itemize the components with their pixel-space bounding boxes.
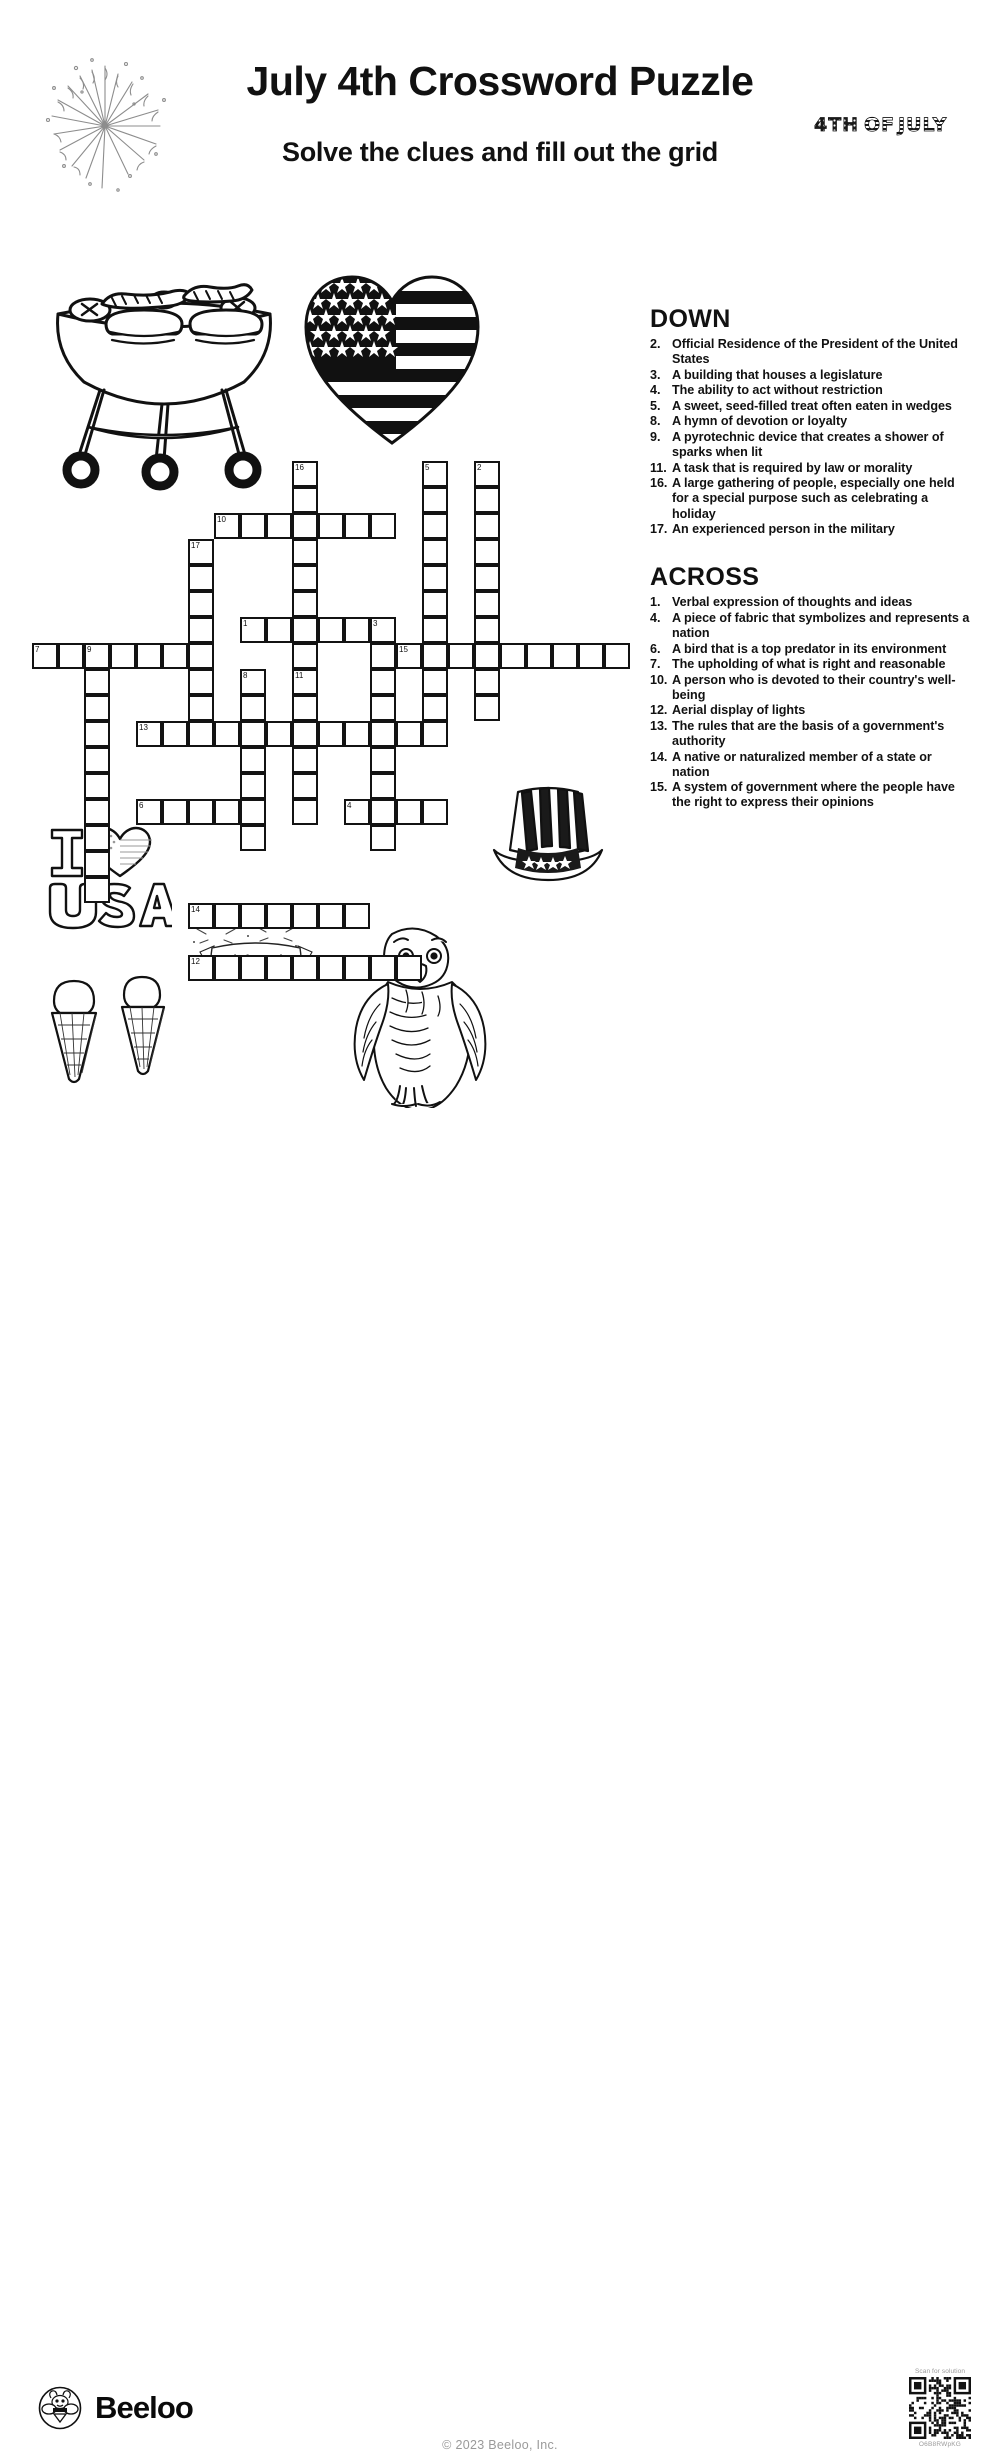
crossword-clue-number: 5 — [425, 463, 430, 472]
across-clue-1 — [650, 595, 970, 610]
clues-panel — [650, 305, 970, 811]
clue-text: A pyrotechnic device that creates a shower of sparks when lit — [672, 430, 944, 460]
crossword-clue-number: 14 — [191, 905, 200, 914]
crossword-cell[interactable] — [396, 643, 422, 669]
crossword-cell[interactable] — [578, 643, 604, 669]
crossword-cell[interactable] — [214, 903, 240, 929]
crossword-cell[interactable] — [344, 903, 370, 929]
crossword-cell[interactable] — [240, 747, 266, 773]
crossword-cell[interactable] — [188, 799, 214, 825]
crossword-cell[interactable] — [292, 903, 318, 929]
crossword-cell[interactable] — [214, 955, 240, 981]
clue-number: 2. — [650, 337, 661, 351]
crossword-cell[interactable] — [84, 669, 110, 695]
crossword-cell[interactable] — [240, 799, 266, 825]
ice-cream-cones-illustration — [28, 965, 188, 1100]
crossword-cell[interactable] — [240, 773, 266, 799]
crossword-cell[interactable] — [422, 799, 448, 825]
qr-id-text: O6B8RWpKG — [918, 2441, 962, 2448]
clue-text: A native or naturalized member of a state or nation — [672, 749, 932, 779]
down-clue-3 — [650, 368, 970, 383]
down-clue-2 — [650, 337, 970, 367]
crossword-cell[interactable] — [292, 487, 318, 513]
across-clue-10 — [650, 673, 970, 703]
crossword-cell[interactable] — [370, 695, 396, 721]
crossword-cell[interactable] — [344, 513, 370, 539]
crossword-cell[interactable] — [266, 955, 292, 981]
clue-text: A task that is required by law or morality — [672, 460, 913, 475]
crossword-cell[interactable] — [292, 669, 318, 695]
crossword-cell[interactable] — [240, 669, 266, 695]
down-clue-17 — [650, 522, 970, 537]
crossword-cell[interactable] — [136, 643, 162, 669]
crossword-cell[interactable] — [162, 643, 188, 669]
across-clue-6 — [650, 642, 970, 657]
crossword-cell[interactable] — [474, 461, 500, 487]
crossword-clue-number: 16 — [295, 463, 304, 472]
crossword-cell[interactable] — [448, 643, 474, 669]
clue-number: 3. — [650, 367, 661, 382]
clue-number: 4. — [650, 383, 661, 398]
crossword-cell[interactable] — [370, 825, 396, 851]
across-clue-list — [650, 595, 970, 810]
clue-text: A system of government where the people have the right to express their opinions — [672, 780, 955, 810]
crossword-cell[interactable] — [266, 903, 292, 929]
crossword-cell[interactable] — [318, 721, 344, 747]
clue-number: 16. — [650, 476, 668, 491]
crossword-cell[interactable] — [240, 825, 266, 851]
crossword-cell[interactable] — [188, 617, 214, 643]
clue-text: Official Residence of the President of the United States — [672, 337, 958, 367]
clue-text: The upholding of what is right and reasonable — [672, 657, 946, 672]
crossword-cell[interactable] — [84, 877, 110, 903]
crossword-clue-number: 3 — [373, 619, 378, 628]
clue-number: 7. — [650, 657, 661, 672]
crossword-clue-number: 9 — [87, 645, 92, 654]
crossword-cell[interactable] — [474, 487, 500, 513]
clue-number: 9. — [650, 430, 661, 445]
crossword-cell[interactable] — [370, 721, 396, 747]
crossword-cell[interactable] — [84, 695, 110, 721]
down-clue-16 — [650, 476, 970, 521]
crossword-cell[interactable] — [474, 591, 500, 617]
crossword-cell[interactable] — [422, 513, 448, 539]
crossword-cell[interactable] — [474, 513, 500, 539]
crossword-cell[interactable] — [318, 617, 344, 643]
crossword-clue-number: 13 — [139, 723, 148, 732]
crossword-cell[interactable] — [240, 955, 266, 981]
crossword-cell[interactable] — [84, 799, 110, 825]
crossword-cell[interactable] — [292, 591, 318, 617]
crossword-cell[interactable] — [474, 669, 500, 695]
page-subtitle: Solve the clues and fill out the grid — [282, 137, 718, 168]
crossword-cell[interactable] — [84, 773, 110, 799]
clue-number: 11. — [650, 460, 667, 475]
crossword-cell[interactable] — [422, 487, 448, 513]
clue-number: 1. — [650, 595, 661, 610]
clue-text: A piece of fabric that symbolizes and represents a nation — [672, 610, 970, 640]
clue-number: 10. — [650, 672, 668, 687]
crossword-cell[interactable] — [240, 513, 266, 539]
svg-text:4TH: 4TH — [814, 114, 860, 136]
crossword-cell[interactable] — [396, 721, 422, 747]
clue-text: A large gathering of people, especially one held for a special purpose such as celebrating a holiday — [672, 476, 955, 521]
crossword-clue-number: 11 — [295, 671, 304, 680]
crossword-clue-number: 7 — [35, 645, 40, 654]
crossword-grid[interactable] — [0, 0, 660, 966]
crossword-cell[interactable] — [344, 799, 370, 825]
crossword-cell[interactable] — [422, 721, 448, 747]
crossword-cell[interactable] — [370, 617, 396, 643]
across-clue-13 — [650, 719, 970, 749]
crossword-cell[interactable] — [214, 513, 240, 539]
crossword-cell[interactable] — [188, 539, 214, 565]
beeloo-wordmark: Beeloo — [95, 2390, 193, 2425]
crossword-cell[interactable] — [344, 721, 370, 747]
crossword-cell[interactable] — [188, 955, 214, 981]
clue-text: The ability to act without restriction — [672, 383, 883, 398]
crossword-cell[interactable] — [318, 955, 344, 981]
down-clue-4 — [650, 383, 970, 398]
clue-text: A hymn of devotion or loyalty — [672, 414, 848, 429]
crossword-cell[interactable] — [292, 773, 318, 799]
crossword-clue-number: 2 — [477, 463, 482, 472]
page-title: July 4th Crossword Puzzle — [246, 58, 754, 104]
clue-text: A person who is devoted to their country's well-being — [672, 672, 956, 702]
crossword-cell[interactable] — [84, 643, 110, 669]
crossword-cell[interactable] — [240, 695, 266, 721]
svg-text:OF: OF — [864, 114, 896, 136]
crossword-cell[interactable] — [188, 591, 214, 617]
crossword-cell[interactable] — [422, 461, 448, 487]
crossword-cell[interactable] — [266, 513, 292, 539]
crossword-cell[interactable] — [292, 955, 318, 981]
down-clue-5 — [650, 399, 970, 414]
crossword-cell[interactable] — [344, 617, 370, 643]
crossword-cell[interactable] — [552, 643, 578, 669]
crossword-cell[interactable] — [292, 721, 318, 747]
clue-number: 6. — [650, 641, 661, 656]
crossword-cell[interactable] — [292, 643, 318, 669]
crossword-clue-number: 17 — [191, 541, 200, 550]
crossword-cell[interactable] — [422, 565, 448, 591]
july4-badge-graphic — [812, 108, 972, 140]
across-clue-14 — [650, 750, 970, 780]
crossword-cell[interactable] — [188, 669, 214, 695]
clue-number: 12. — [650, 703, 668, 718]
crossword-cell[interactable] — [370, 773, 396, 799]
clue-text: An experienced person in the military — [672, 522, 895, 537]
down-clue-8 — [650, 414, 970, 429]
svg-text:JULY: JULY — [898, 114, 948, 136]
clue-text: The rules that are the basis of a government's authority — [672, 718, 945, 749]
crossword-cell[interactable] — [526, 643, 552, 669]
clue-number: 4. — [650, 610, 661, 625]
crossword-clue-number: 8 — [243, 671, 248, 680]
crossword-cell[interactable] — [422, 695, 448, 721]
crossword-cell[interactable] — [188, 721, 214, 747]
crossword-cell[interactable] — [370, 747, 396, 773]
qr-block[interactable] — [900, 2368, 980, 2448]
crossword-cell[interactable] — [292, 513, 318, 539]
crossword-cell[interactable] — [292, 799, 318, 825]
crossword-cell[interactable] — [214, 799, 240, 825]
clue-text: Aerial display of lights — [672, 703, 806, 718]
crossword-cell[interactable] — [292, 539, 318, 565]
crossword-cell[interactable] — [188, 695, 214, 721]
clue-text: Verbal expression of thoughts and ideas — [672, 595, 913, 610]
crossword-cell[interactable] — [292, 695, 318, 721]
crossword-cell[interactable] — [266, 617, 292, 643]
beeloo-logo — [38, 2385, 193, 2431]
crossword-cell[interactable] — [344, 955, 370, 981]
crossword-clue-number: 15 — [399, 645, 408, 654]
crossword-cell[interactable] — [292, 617, 318, 643]
crossword-cell[interactable] — [318, 903, 344, 929]
crossword-cell[interactable] — [136, 799, 162, 825]
page-footer — [0, 1180, 1000, 2452]
clue-number: 14. — [650, 749, 668, 764]
bald-eagle-illustration — [330, 918, 495, 1108]
crossword-cell[interactable] — [162, 721, 188, 747]
crossword-cell[interactable] — [422, 669, 448, 695]
crossword-cell[interactable] — [396, 799, 422, 825]
clue-number: 17. — [650, 522, 668, 537]
crossword-cell[interactable] — [422, 591, 448, 617]
across-clue-4 — [650, 611, 970, 641]
crossword-cell[interactable] — [32, 643, 58, 669]
crossword-cell[interactable] — [422, 617, 448, 643]
crossword-cell[interactable] — [292, 747, 318, 773]
down-clue-list — [650, 337, 970, 537]
clue-number: 5. — [650, 398, 661, 413]
clue-text: A building that houses a legislature — [672, 367, 883, 382]
crossword-clue-number: 6 — [139, 801, 144, 810]
crossword-cell[interactable] — [422, 643, 448, 669]
crossword-cell[interactable] — [84, 747, 110, 773]
crossword-cell[interactable] — [370, 643, 396, 669]
crossword-cell[interactable] — [318, 513, 344, 539]
crossword-cell[interactable] — [136, 721, 162, 747]
crossword-cell[interactable] — [604, 643, 630, 669]
across-clue-12 — [650, 703, 970, 718]
crossword-cell[interactable] — [474, 695, 500, 721]
crossword-cell[interactable] — [474, 617, 500, 643]
clue-text: A bird that is a top predator in its environment — [672, 641, 947, 656]
crossword-cell[interactable] — [240, 617, 266, 643]
crossword-cell[interactable] — [474, 565, 500, 591]
copyright-text: © 2023 Beeloo, Inc. — [442, 2438, 558, 2452]
down-heading: DOWN — [650, 305, 731, 333]
clue-number: 15. — [650, 780, 668, 795]
crossword-cell[interactable] — [188, 903, 214, 929]
clue-text: A sweet, seed-filled treat often eaten in wedges — [672, 398, 952, 413]
crossword-cell[interactable] — [370, 669, 396, 695]
qr-code[interactable] — [909, 2377, 971, 2439]
crossword-cell[interactable] — [84, 851, 110, 877]
crossword-cell[interactable] — [474, 539, 500, 565]
crossword-cell[interactable] — [240, 903, 266, 929]
crossword-cell[interactable] — [422, 539, 448, 565]
crossword-cell[interactable] — [188, 643, 214, 669]
clue-number: 13. — [650, 718, 668, 733]
down-clue-9 — [650, 430, 970, 460]
crossword-cell[interactable] — [58, 643, 84, 669]
crossword-cell[interactable] — [266, 721, 292, 747]
crossword-cell[interactable] — [214, 721, 240, 747]
clue-number: 8. — [650, 414, 661, 429]
across-clue-7 — [650, 657, 970, 672]
crossword-cell[interactable] — [84, 721, 110, 747]
crossword-cell[interactable] — [370, 799, 396, 825]
crossword-clue-number: 10 — [217, 515, 226, 524]
crossword-cell[interactable] — [370, 513, 396, 539]
crossword-cell[interactable] — [240, 721, 266, 747]
crossword-cell[interactable] — [396, 955, 422, 981]
crossword-cell[interactable] — [292, 461, 318, 487]
bee-icon — [38, 2386, 82, 2430]
crossword-cell[interactable] — [110, 643, 136, 669]
qr-caption: Scan for solution — [914, 2368, 966, 2375]
crossword-cell[interactable] — [292, 565, 318, 591]
crossword-cell[interactable] — [84, 825, 110, 851]
crossword-cell[interactable] — [474, 643, 500, 669]
crossword-clue-number: 1 — [243, 619, 248, 628]
across-heading: ACROSS — [650, 563, 760, 592]
down-clue-11 — [650, 461, 970, 476]
crossword-cell[interactable] — [370, 955, 396, 981]
crossword-clue-number: 12 — [191, 957, 200, 966]
crossword-clue-number: 4 — [347, 801, 352, 810]
across-clue-15 — [650, 780, 970, 810]
crossword-cell[interactable] — [188, 565, 214, 591]
crossword-cell[interactable] — [500, 643, 526, 669]
crossword-cell[interactable] — [162, 799, 188, 825]
